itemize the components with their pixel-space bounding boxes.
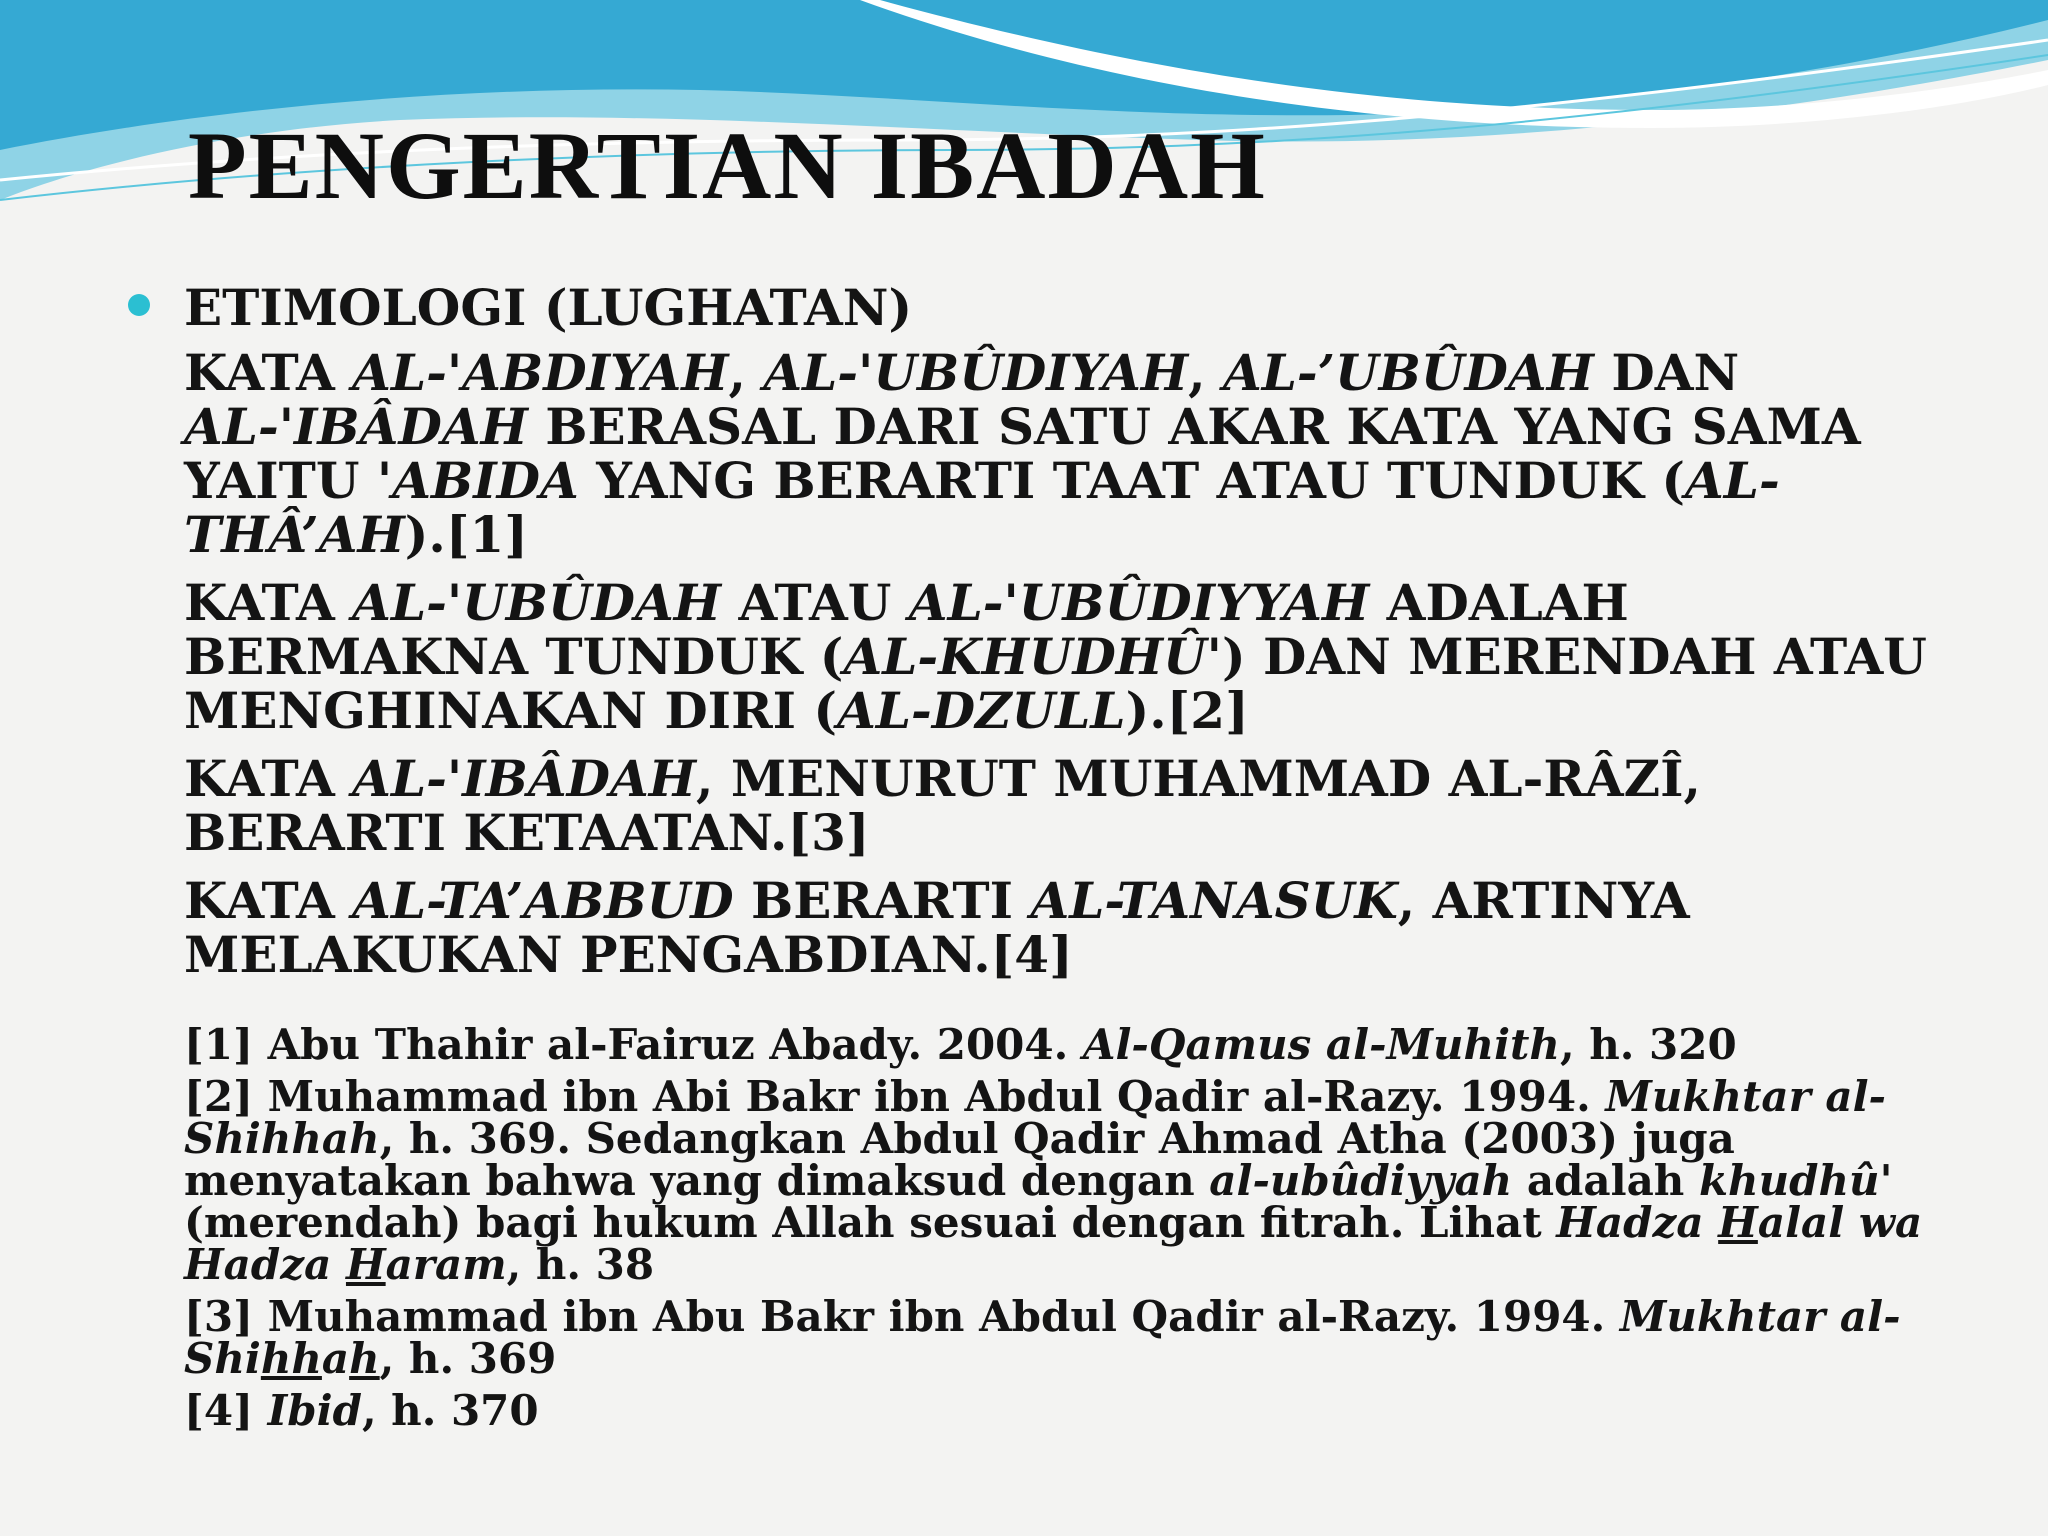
text-segment: Ibid <box>267 1386 362 1435</box>
definition-paragraph-line <box>184 627 1927 686</box>
footnote-line <box>184 1156 1904 1205</box>
footnote <box>184 1020 1904 1069</box>
definition-paragraph-line <box>184 749 1904 808</box>
footnote-line <box>184 1020 1904 1069</box>
text-segment: AL-’UBÛDAH <box>1222 343 1594 402</box>
bullet-dot-icon <box>128 294 150 316</box>
definition-paragraph <box>184 871 1904 984</box>
definition-paragraph <box>184 573 1927 740</box>
text-segment: Mukhtar al- <box>1605 1072 1886 1121</box>
text-segment: AL- <box>1685 451 1780 510</box>
text-segment: khudhû' <box>1698 1156 1893 1205</box>
bullet-label: ETIMOLOGI (LUGHATAN) <box>184 278 913 337</box>
text-segment: Shihhah <box>184 1114 380 1163</box>
text-segment: AL-TANASUK <box>1030 871 1398 930</box>
definition-paragraph-line <box>184 573 1904 632</box>
text-segment: [1] Abu Thahir al-Fairuz Abady. 2004. <box>184 1020 1083 1069</box>
text-segment: , ARTINYA <box>1397 871 1690 930</box>
slide-title: PENGERTIAN IBADAH <box>188 112 1267 219</box>
text-segment: AL-'IBÂDAH <box>184 397 528 456</box>
footnote-line <box>184 1240 1904 1289</box>
definition-paragraph-line <box>184 803 1904 862</box>
text-segment: , <box>728 343 764 402</box>
text-segment: KATA <box>184 749 353 808</box>
text-segment: [3] Muhammad ibn Abu Bakr ibn Abdul Qadir al-Razy. 1994. <box>184 1292 1620 1341</box>
definition-paragraph-line <box>184 505 1904 564</box>
footnote-line <box>184 1198 1923 1247</box>
text-segment: ).[2] <box>1125 681 1249 740</box>
text-segment: H <box>345 1240 386 1289</box>
text-segment: BERASAL DARI SATU AKAR KATA YANG SAMA <box>527 397 1861 456</box>
footnote-line <box>184 1334 1904 1383</box>
text-segment: AL-'UBÛDAH <box>352 573 722 632</box>
footnote-line <box>184 1072 1904 1121</box>
text-segment: , h. 369 <box>379 1334 557 1383</box>
text-segment: Hadza <box>184 1240 346 1289</box>
text-segment: Hadza <box>1556 1198 1719 1247</box>
text-segment: 'ABIDA <box>376 451 579 510</box>
text-segment: aram <box>385 1240 507 1289</box>
footnote <box>184 1072 1923 1289</box>
text-segment: [2] Muhammad ibn Abi Bakr ibn Abdul Qadir al-Razy. 1994. <box>184 1072 1606 1121</box>
text-segment: DAN <box>1593 343 1740 402</box>
text-segment: KATA <box>184 871 353 930</box>
text-segment: (merendah) bagi hukum Allah sesuai dengan fitrah. Lihat <box>184 1198 1557 1247</box>
text-segment: , <box>1188 343 1223 402</box>
text-segment: h <box>349 1334 380 1383</box>
text-segment: THÂ’AH <box>184 505 405 564</box>
text-segment: [4] <box>184 1386 268 1435</box>
definition-paragraph-line <box>184 925 1904 984</box>
text-segment: YANG BERARTI TAAT ATAU TUNDUK ( <box>578 451 1685 510</box>
text-segment: menyatakan bahwa yang dimaksud dengan <box>184 1156 1210 1205</box>
text-segment: , MENURUT MUHAMMAD AL-RÂZÎ, <box>696 749 1701 808</box>
footnote <box>184 1386 1904 1435</box>
text-segment: MENGHINAKAN DIRI ( <box>184 681 838 740</box>
definition-paragraph-line <box>184 681 1904 740</box>
text-segment: H <box>1718 1198 1758 1247</box>
text-segment: KATA <box>184 343 353 402</box>
definition-paragraph-line <box>184 343 1904 402</box>
definition-paragraph-line <box>184 451 1904 510</box>
definition-paragraphs <box>184 343 1927 996</box>
text-segment: AL-'IBÂDAH <box>352 749 697 808</box>
text-segment: ATAU <box>721 573 909 632</box>
text-segment: ADALAH <box>1369 573 1629 632</box>
text-segment: AL-KHUDHÛ' <box>843 627 1222 686</box>
text-segment: , h. 38 <box>506 1240 655 1289</box>
definition-paragraph-line <box>184 397 1904 456</box>
footnote-line <box>184 1386 1904 1435</box>
text-segment: AL-DZULL <box>837 681 1126 740</box>
text-segment: AL-'ABDIYAH <box>352 343 729 402</box>
text-segment: Al-Qamus al-Muhith <box>1082 1020 1560 1069</box>
footnotes <box>184 1020 1923 1442</box>
text-segment: AL-TA’ABBUD <box>352 871 734 930</box>
text-segment: adalah <box>1512 1156 1699 1205</box>
text-segment: alal wa <box>1757 1198 1923 1247</box>
text-segment: MELAKUKAN PENGABDIAN.[4] <box>184 925 1073 984</box>
definition-paragraph <box>184 343 1904 564</box>
text-segment: BERMAKNA TUNDUK ( <box>184 627 844 686</box>
text-segment: YAITU <box>184 451 377 510</box>
definition-paragraph-line <box>184 871 1904 930</box>
text-segment: al-ubûdiyyah <box>1209 1156 1513 1205</box>
text-segment: Shi <box>184 1334 261 1383</box>
text-segment: hh <box>260 1334 322 1383</box>
text-segment: Mukhtar al- <box>1619 1292 1901 1341</box>
text-segment: , h. 320 <box>1559 1020 1737 1069</box>
definition-paragraph <box>184 749 1904 862</box>
text-segment: BERARTI KETAATAN.[3] <box>184 803 870 862</box>
footnote-line <box>184 1292 1904 1341</box>
footnote <box>184 1292 1904 1383</box>
text-segment: ).[1] <box>404 505 528 564</box>
text-segment: , h. 370 <box>361 1386 539 1435</box>
footnote-line <box>184 1114 1904 1163</box>
text-segment: , h. 369. Sedangkan Abdul Qadir Ahmad Atha (2003) juga <box>379 1114 1735 1163</box>
text-segment: BERARTI <box>733 871 1031 930</box>
text-segment: AL-'UBÛDIYAH <box>763 343 1189 402</box>
text-segment: AL-'UBÛDIYYAH <box>908 573 1370 632</box>
text-segment: a <box>321 1334 350 1383</box>
text-segment: KATA <box>184 573 353 632</box>
text-segment: ) DAN MERENDAH ATAU <box>1221 627 1927 686</box>
